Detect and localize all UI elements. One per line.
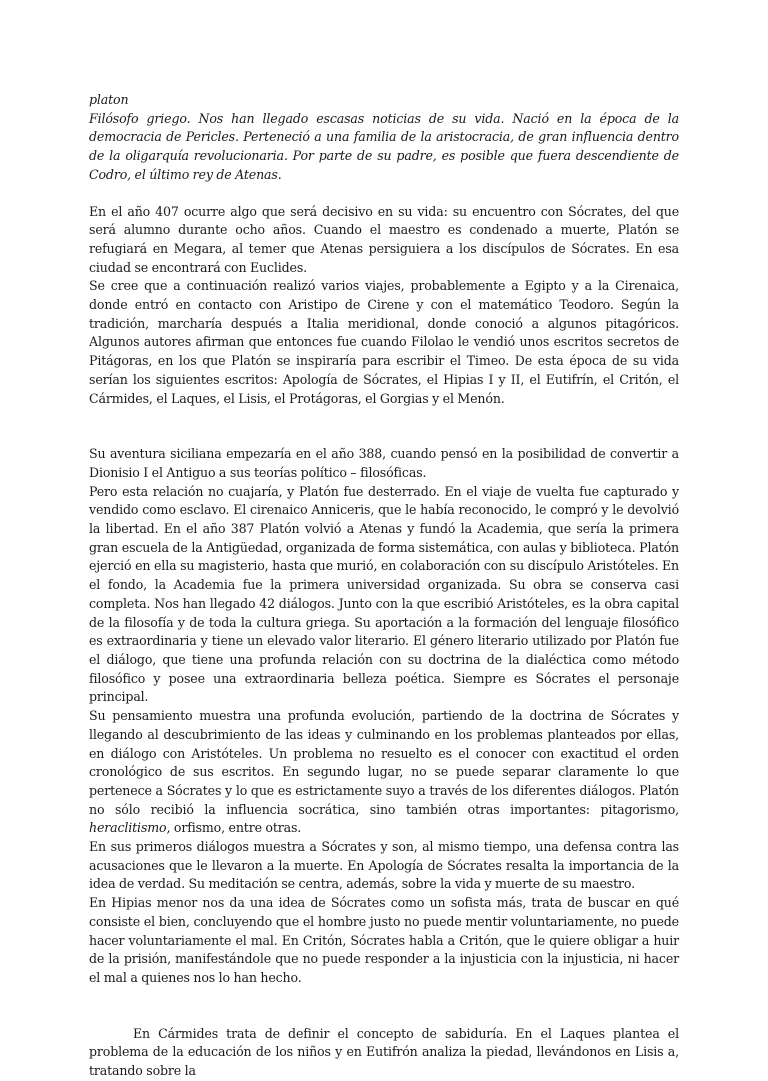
- intro-paragraph: Filósofo griego. Nos han llegado escasas noticias de su vida. Nació en la época de la democracia de Pericles. Perteneció a una familia de la aristocracia, de gran influencia dentro de la oligarquía revolucionaria. Por parte de su padre, es posible que fuera descendiente de Codro, el último rey de Atenas.: [89, 110, 679, 182]
- paragraph-spacer: [89, 988, 679, 1025]
- paragraph-encounter-socrates: En el año 407 ocurre algo que será decisivo en su vida: su encuentro con Sócrates, del que será alumno durante ocho años. Cuando el maestro es condenado a muerte, Platón se refugiará en Megara, al temer que Atenas persiguiera a los discípulos de Sócrates. En esa ciudad se encontrará con Euclides.: [89, 203, 679, 275]
- paragraph-spacer: [89, 408, 679, 445]
- paragraph-spacer: [89, 185, 679, 203]
- paragraph-thought-evolution: [89, 707, 679, 838]
- document-title: platon: [89, 92, 129, 107]
- paragraph-sicily: Su aventura siciliana empezaría en el año 388, cuando pensó en la posibilidad de convertir a Dionisio I el Antiguo a sus teorías político – filosóficas.: [89, 446, 679, 480]
- thought-text-end: , orfismo, entre otras.: [166, 820, 302, 836]
- paragraph-travels: Se cree que a continuación realizó varios viajes, probablemente a Egipto y a la Cirenaica, donde entró en contacto con Aristipo de Cirene y con el matemático Teodoro. Según la tradición, marcharía después a Italia meridional, donde conoció a algunos pitagóricos. Algunos autores afirman que entonces fue cuando Filolao le vendió unos escritos secretos de Pitágoras, en los que Platón se inspiraría para escribir el Timeo. De esta época de su vida serían los siguientes escritos: Apología de Sócrates, el Hipias I y II, el Eutifrín, el Critón, el Cármides, el Laques, el Lisis, el Protágoras, el Gorgias y el Menón.: [89, 278, 679, 406]
- paragraph-academy: Pero esta relación no cuajaría, y Platón fue desterrado. En el viaje de vuelta fue capturado y vendido como esclavo. El cirenaico Anniceris, que le había reconocido, le compró y le devolvió la libertad. En el año 387 Platón volvió a Atenas y fundó la Academia, que sería la primera gran escuela de la Antigüedad, organizada de forma sistemática, con aulas y biblioteca. Platón ejerció en ella su magisterio, hasta que murió, en colaboración con su discípulo Aristóteles. En el fondo, la Academia fue la primera universidad organizada. Su obra se conserva casi completa. Nos han llegado 42 diálogos. Junto con la que escribió Aristóteles, es la obra capital de la filosofía y de toda la cultura griega. Su aportación a la formación del lenguaje filosófico es extraordinaria y tiene un elevado valor literario. El género literario utilizado por Platón fue el diálogo, que tiene una profunda relación con su doctrina de la dialéctica como método filosófico y posee una extraordinaria belleza poética. Siempre es Sócrates el personaje principal.: [89, 483, 679, 705]
- document-body: [89, 91, 679, 1081]
- paragraph-hipias-criton: En Hipias menor nos da una idea de Sócrates como un sofista más, trata de buscar en qué consiste el bien, concluyendo que el hombre justo no puede mentir voluntariamente, no puede hacer voluntariamente el mal. En Critón, Sócrates habla a Critón, que le quiere obligar a huir de la prisión, manifestándole que no puede responder a la injusticia con la injusticia, ni hacer el mal a quienes nos lo han hecho.: [89, 895, 679, 985]
- paragraph-early-dialogues: En sus primeros diálogos muestra a Sócrates y son, al mismo tiempo, una defensa contra las acusaciones que le llevaron a la muerte. En Apología de Sócrates resalta la importancia de la idea de verdad. Su meditación se centra, además, sobre la vida y muerte de su maestro.: [89, 839, 679, 892]
- thought-text-start: Su pensamiento muestra una profunda evolución, partiendo de la doctrina de Sócrates y llegando al descubrimiento de las ideas y culminando en los problemas planteados por ellas, en diálogo con Aristóteles. Un problema no resuelto es el conocer con exactitud el orden cronológico de sus escritos. En segundo lugar, no se puede separar claramente lo que pertenece a Sócrates y lo que es estrictamente suyo a través de los diferentes diálogos. Platón no sólo recibió la influencia socrática, sino también otras importantes: pitagorismo,: [89, 708, 679, 817]
- paragraph-carmides: En Cármides trata de definir el concepto de sabiduría. En el Laques plantea el problema de la educación de los niños y en Eutifrón analiza la piedad, llevándonos en Lisis a, tratando sobre la: [89, 1025, 679, 1079]
- heraclitismo-italic: heraclitismo: [89, 820, 167, 836]
